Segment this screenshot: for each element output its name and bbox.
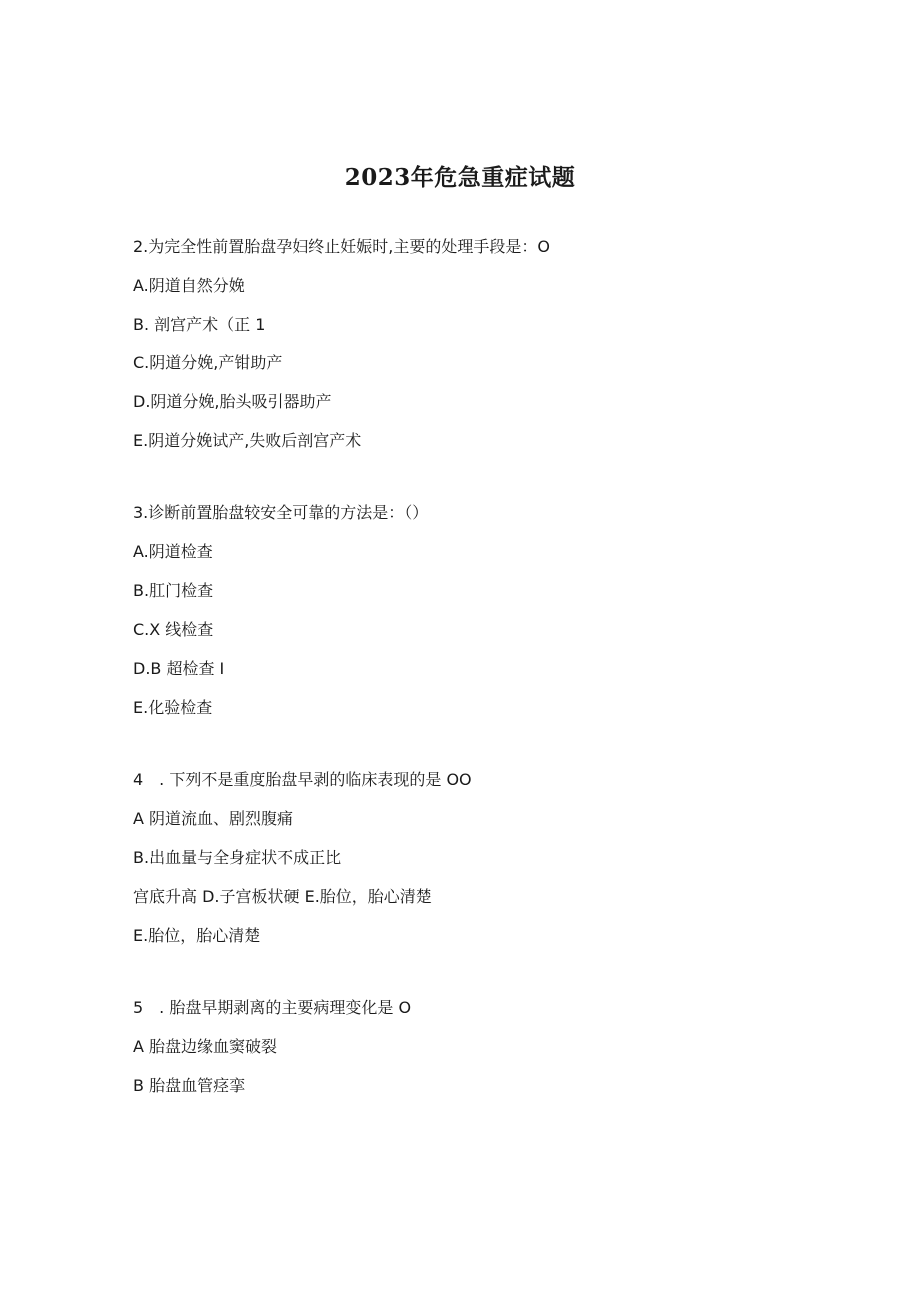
answer-option: 宫底升高 D.子宫板状硬 E.胎位，胎心清楚 <box>133 887 432 906</box>
answer-option: E.阴道分娩试产,失败后剖宫产术 <box>133 431 362 450</box>
question-stem: 4 . 下列不是重度胎盘早剥的临床表现的是 OO <box>133 770 472 789</box>
answer-option: C.X 线检查 <box>133 620 214 639</box>
answer-option: B.肛门检查 <box>133 581 214 600</box>
answer-option: D.B 超检查 I <box>133 659 225 678</box>
answer-option: E.化验检查 <box>133 698 213 717</box>
answer-option: B.出血量与全身症状不成正比 <box>133 848 342 867</box>
answer-option: A 胎盘边缘血窦破裂 <box>133 1037 278 1056</box>
page-title: 2023年危急重症试题 <box>344 164 576 191</box>
answer-option: B 胎盘血管痉挛 <box>133 1076 246 1095</box>
answer-option: C.阴道分娩,产钳助产 <box>133 353 283 372</box>
answer-option: A 阴道流血、剧烈腹痛 <box>133 809 294 828</box>
answer-option: B. 剖宫产术（正 1 <box>133 315 266 334</box>
answer-option: A.阴道自然分娩 <box>133 276 245 295</box>
answer-option: A.阴道检查 <box>133 542 213 561</box>
question-stem: 3.诊断前置胎盘较安全可靠的方法是：（） <box>133 503 429 522</box>
question-stem: 5 . 胎盘早期剥离的主要病理变化是 O <box>133 998 412 1017</box>
answer-option: D.阴道分娩,胎头吸引器助产 <box>133 392 332 411</box>
question-stem: 2.为完全性前置胎盘孕妇终止妊娠时,主要的处理手段是：O <box>133 237 550 256</box>
answer-option: E.胎位，胎心清楚 <box>133 926 261 945</box>
